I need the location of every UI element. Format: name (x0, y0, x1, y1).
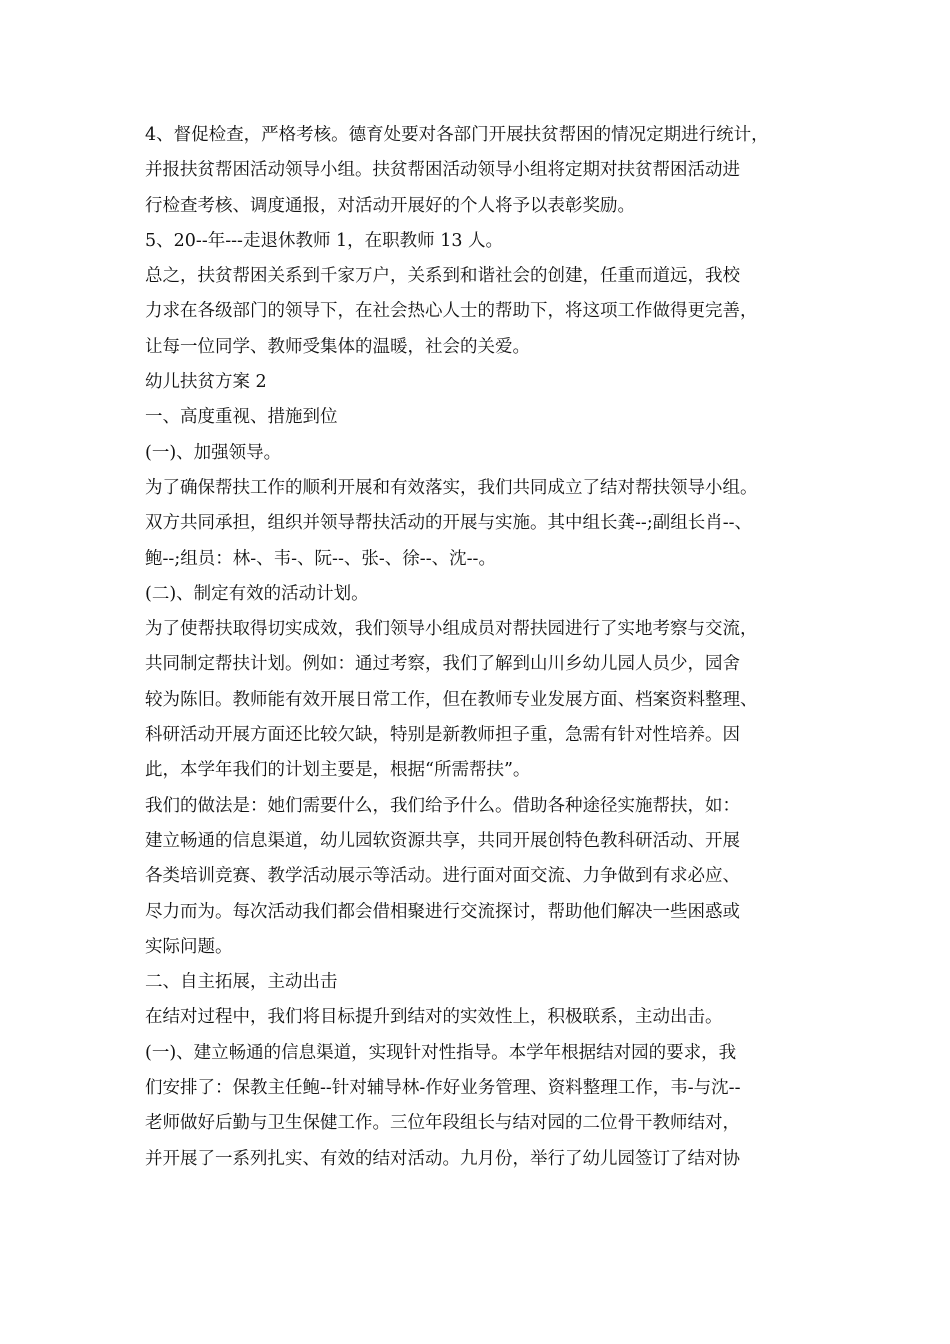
text-line: 并开展了一系列扎实、有效的结对活动。九月份，举行了幼儿园签订了结对协 (145, 1148, 740, 1169)
text-line: 们安排了：保教主任鲍--针对辅导林-作好业务管理、资料整理工作，韦-与沈-- (145, 1078, 741, 1099)
text-line: 并报扶贫帮困活动领导小组。扶贫帮困活动领导小组将定期对扶贫帮困活动进 (145, 160, 740, 181)
text-line: 尽力而为。每次活动我们都会借相聚进行交流探讨，帮助他们解决一些困惑或 (145, 901, 740, 922)
text-line: 4、督促检查，严格考核。德育处要对各部门开展扶贫帮困的情况定期进行统计， (145, 125, 769, 145)
text-line: 此，本学年我们的计划主要是，根据“所需帮扶”。 (145, 760, 531, 781)
text-line: 科研活动开展方面还比较欠缺，特别是新教师担子重，急需有针对性培养。因 (145, 725, 740, 746)
text-line: 我们的做法是：她们需要什么，我们给予什么。借助各种途径实施帮扶，如： (145, 795, 740, 816)
text-line: 共同制定帮扶计划。例如：通过考察，我们了解到山川乡幼儿园人员少，园舍 (145, 654, 740, 675)
text-line: 实际问题。 (145, 936, 233, 957)
text-line: 让每一位同学、教师受集体的温暖，社会的关爱。 (145, 336, 530, 357)
text-line: 总之，扶贫帮困关系到千家万户，关系到和谐社会的创建，任重而道远，我校 (145, 266, 740, 287)
section-heading: 二、自主拓展，主动出击 (145, 972, 338, 993)
text-line: 建立畅通的信息渠道，幼儿园软资源共享，共同开展创特色教科研活动、开展 (145, 830, 740, 851)
document-body (145, 118, 825, 1177)
subsection-heading: (一)、加强领导。 (145, 442, 282, 463)
text-line: 各类培训竞赛、教学活动展示等活动。进行面对面交流、力争做到有求必应、 (145, 866, 740, 887)
text-line: 5、20--年---走退休教师 1，在职教师 13 人。 (145, 230, 504, 251)
section-heading: 一、高度重视、措施到位 (145, 407, 338, 428)
text-line: 为了使帮扶取得切实成效，我们领导小组成员对帮扶园进行了实地考察与交流， (145, 619, 758, 640)
section-heading: 幼儿扶贫方案 2 (145, 372, 267, 393)
text-line: 双方共同承担，组织并领导帮扶活动的开展与实施。其中组长龚--;副组长肖--、 (145, 513, 753, 534)
subsection-heading: (二)、制定有效的活动计划。 (145, 583, 369, 604)
text-line: 较为陈旧。教师能有效开展日常工作，但在教师专业发展方面、档案资料整理、 (145, 689, 758, 710)
text-line: 鲍--;组员：林-、韦-、阮--、张-、徐--、沈--。 (145, 548, 496, 569)
text-line: 老师做好后勤与卫生保健工作。三位年段组长与结对园的二位骨干教师结对， (145, 1113, 740, 1134)
text-line: 在结对过程中，我们将目标提升到结对的实效性上，积极联系，主动出击。 (145, 1007, 723, 1028)
text-line: 力求在各级部门的领导下，在社会热心人士的帮助下，将这项工作做得更完善， (145, 301, 758, 322)
text-line: 为了确保帮扶工作的顺利开展和有效落实，我们共同成立了结对帮扶领导小组。 (145, 477, 758, 498)
text-line: (一)、建立畅通的信息渠道，实现针对性指导。本学年根据结对园的要求，我 (145, 1042, 737, 1063)
text-line: 行检查考核、调度通报，对活动开展好的个人将予以表彰奖励。 (145, 195, 635, 216)
